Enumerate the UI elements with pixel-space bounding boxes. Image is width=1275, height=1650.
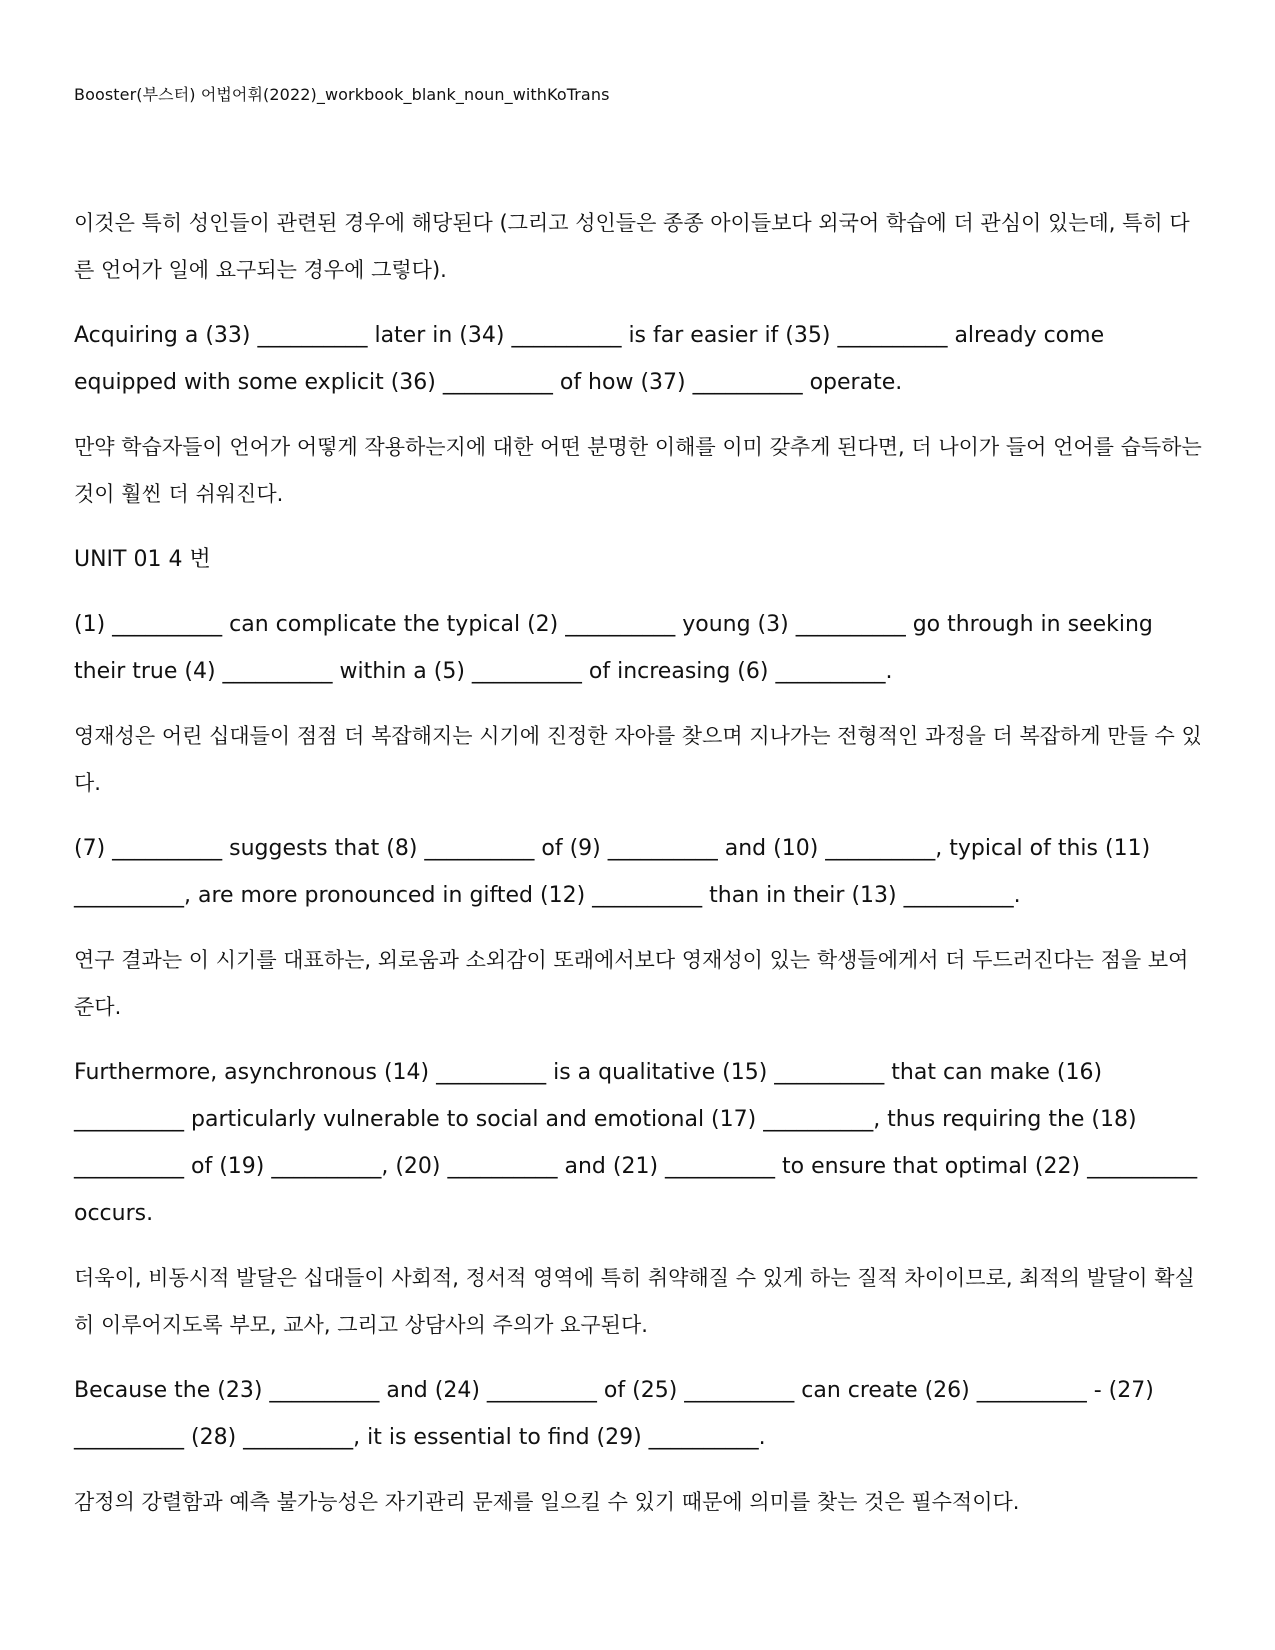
document-body	[74, 200, 1204, 1544]
english-blank-sentence: (7) __________ suggests that (8) __________ of (9) __________ and (10) __________, typical of this (11) __________, are more pronounced in gifted (12) __________ than in their (13) __________.	[74, 836, 1151, 908]
korean-translation: 연구 결과는 이 시기를 대표하는, 외로움과 소외감이 또래에서보다 영재성이 있는 학생들에게서 더 두드러진다는 점을 보여준다.	[74, 948, 1189, 1019]
english-blank-sentence: (1) __________ can complicate the typical (2) __________ young (3) __________ go through in seeking their true (4) __________ within a (5) __________ of increasing (6) __________.	[74, 612, 1153, 684]
korean-translation: 영재성은 어린 십대들이 점점 더 복잡해지는 시기에 진정한 자아를 찾으며 지나가는 전형적인 과정을 더 복잡하게 만들 수 있다.	[74, 724, 1202, 795]
unit-label: UNIT 01 4 번	[74, 547, 211, 572]
korean-translation: 감정의 강렬함과 예측 불가능성은 자기관리 문제를 일으킬 수 있기 때문에 의미를 찾는 것은 필수적이다.	[74, 1490, 1020, 1514]
english-blank-sentence: Acquiring a (33) __________ later in (34) __________ is far easier if (35) __________ already come equipped with some explicit (36) __________ of how (37) __________ operate.	[74, 323, 1105, 395]
korean-translation: 더욱이, 비동시적 발달은 십대들이 사회적, 정서적 영역에 특히 취약해질 수 있게 하는 질적 차이이므로, 최적의 발달이 확실히 이루어지도록 부모, 교사, 그리고 상담사의 주의가 요구된다.	[74, 1266, 1195, 1337]
document-header: Booster(부스터) 어법어휘(2022)_workbook_blank_noun_withKoTrans	[74, 85, 610, 104]
english-blank-sentence: Furthermore, asynchronous (14) __________ is a qualitative (15) __________ that can make (16) __________ particularly vulnerable to social and emotional (17) __________, thus requiring the (18) __________ of (19) __________, (20) __________ and (21) __________ to ensure that optimal (22) __________ occurs.	[74, 1060, 1198, 1226]
english-blank-sentence: Because the (23) __________ and (24) __________ of (25) __________ can create (26) __________ - (27) __________ (28) __________, it is essential to find (29) __________.	[74, 1378, 1154, 1450]
korean-translation: 이것은 특히 성인들이 관련된 경우에 해당된다 (그리고 성인들은 종종 아이들보다 외국어 학습에 더 관심이 있는데, 특히 다른 언어가 일에 요구되는 경우에 그렇다).	[74, 211, 1190, 282]
korean-translation: 만약 학습자들이 언어가 어떻게 작용하는지에 대한 어떤 분명한 이해를 이미 갖추게 된다면, 더 나이가 들어 언어를 습득하는 것이 훨씬 더 쉬워진다.	[74, 435, 1202, 506]
